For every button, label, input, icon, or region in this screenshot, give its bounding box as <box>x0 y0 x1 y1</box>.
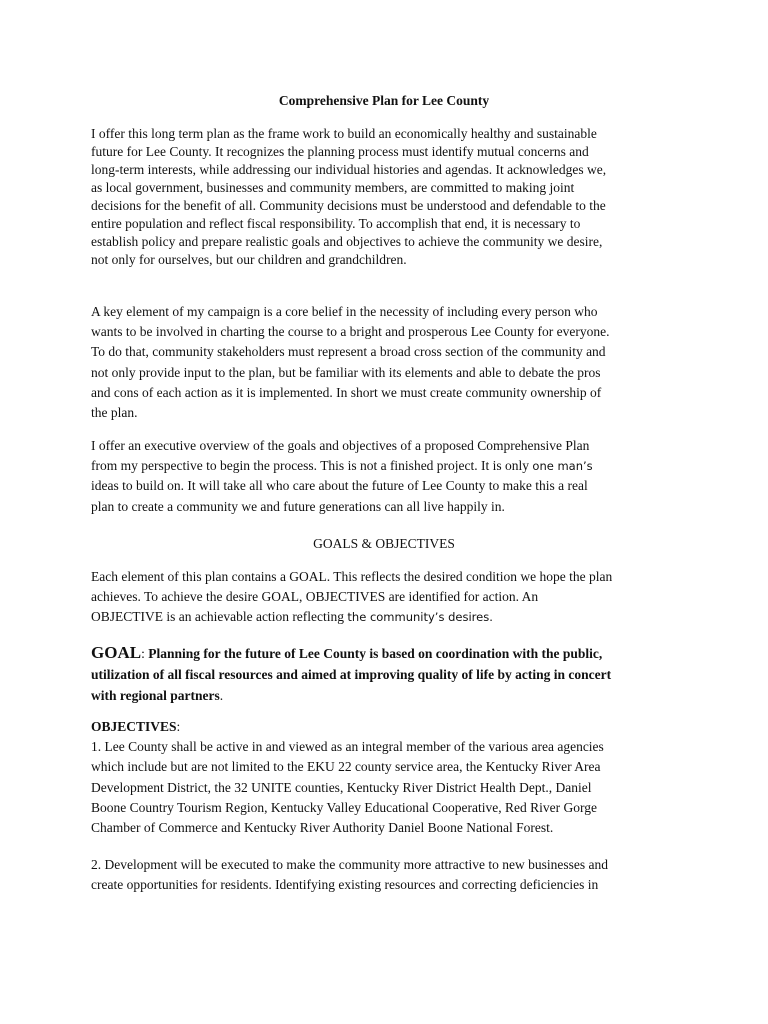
paragraph-line: establish policy and prepare realistic goals and objectives to achieve the community we desire, <box>91 234 603 249</box>
paragraph-line <box>91 717 681 737</box>
objective-line: 2. Development will be executed to make the community more attractive to new businesses and <box>91 857 608 872</box>
paragraph-line: not only for ourselves, but our children and grandchildren. <box>91 252 407 267</box>
goal-label: GOAL <box>91 643 142 662</box>
paragraph-line <box>91 456 681 476</box>
objective-line: which include but are not limited to the EKU 22 county service area, the Kentucky River Area <box>91 759 601 775</box>
intro-paragraph <box>91 125 681 269</box>
paragraph-line: plan to create a community we and future generations can all live happily in. <box>91 498 505 514</box>
paragraph-line: entire population and reflect fiscal responsibility. To accomplish that end, it is necessary to <box>91 216 581 231</box>
overview-text: from my perspective to begin the process. This is not a finished project. It is only <box>91 458 533 474</box>
campaign-paragraph <box>91 302 681 423</box>
goal-text: Planning for the future of Lee County is based on coordination with the public, <box>144 646 603 661</box>
paragraph-line: Each element of this plan contains a GOAL. This reflects the desired condition we hope the plan <box>91 569 613 584</box>
paragraph-line <box>91 642 681 664</box>
document-title: Comprehensive Plan for Lee County <box>278 93 490 108</box>
paragraph-line: ideas to build on. It will take all who care about the future of Lee County to make this a real <box>91 478 588 494</box>
paragraph-line: utilization of all fiscal resources and aimed at improving quality of life by acting in concert <box>91 667 612 682</box>
paragraph-line: future for Lee County. It recognizes the planning process must identify mutual concerns and <box>91 144 589 159</box>
goal-statement <box>91 642 681 706</box>
goal-period: . <box>219 688 224 703</box>
paragraph-line <box>91 607 681 627</box>
paragraph-line: the plan. <box>91 404 138 420</box>
element-text: OBJECTIVE is an achievable action reflecting <box>91 609 348 625</box>
paragraph-line: To do that, community stakeholders must represent a broad cross section of the community and <box>91 344 606 360</box>
paragraph-line: not only provide input to the plan, but be familiar with its elements and able to debate the pros <box>91 364 601 380</box>
element-emphasis: the community’s desires. <box>347 610 493 625</box>
paragraph-line: wants to be involved in charting the course to a bright and prosperous Lee County for everyone. <box>91 324 610 340</box>
objective-line: Development District, the 32 UNITE counties, Kentucky River District Health Dept., Daniel <box>91 779 592 795</box>
objective-line: Boone Country Tourism Region, Kentucky Valley Educational Cooperative, Red River Gorge <box>91 799 597 815</box>
paragraph-line: as local government, businesses and community members, are committed to making joint <box>91 180 575 195</box>
overview-paragraph <box>91 436 681 517</box>
objective-2 <box>91 855 681 895</box>
paragraph-line: I offer this long term plan as the frame work to build an economically healthy and sustainable <box>91 126 597 141</box>
paragraph-line <box>91 685 681 706</box>
goal-colon: : <box>141 646 145 661</box>
objectives-section <box>91 717 681 838</box>
objective-line: Chamber of Commerce and Kentucky River Authority Daniel Boone National Forest. <box>91 819 554 835</box>
goal-text-end: with regional partners <box>91 688 220 703</box>
paragraph-line: A key element of my campaign is a core belief in the necessity of including every person who <box>91 304 598 319</box>
paragraph-line: long-term interests, while addressing our individual histories and agendas. It acknowledges we, <box>91 162 607 177</box>
objective-line: 1. Lee County shall be active in and viewed as an integral member of the various area agencies <box>91 739 604 755</box>
goals-objectives-heading: GOALS & OBJECTIVES <box>313 536 455 551</box>
paragraph-line: and cons of each action as it is implemented. In short we must create community ownership of <box>91 384 602 400</box>
objectives-colon: : <box>176 719 181 734</box>
objective-line: create opportunities for residents. Identifying existing resources and correcting deficiencies in <box>91 877 599 893</box>
objectives-label: OBJECTIVES <box>91 719 177 734</box>
element-paragraph <box>91 567 681 628</box>
paragraph-line: I offer an executive overview of the goals and objectives of a proposed Comprehensive Plan <box>91 438 590 453</box>
overview-emphasis: one man’s <box>532 459 593 474</box>
paragraph-line: achieves. To achieve the desire GOAL, OBJECTIVES are identified for action. An <box>91 589 539 605</box>
paragraph-line: decisions for the benefit of all. Community decisions must be understood and defendable to the <box>91 198 606 213</box>
